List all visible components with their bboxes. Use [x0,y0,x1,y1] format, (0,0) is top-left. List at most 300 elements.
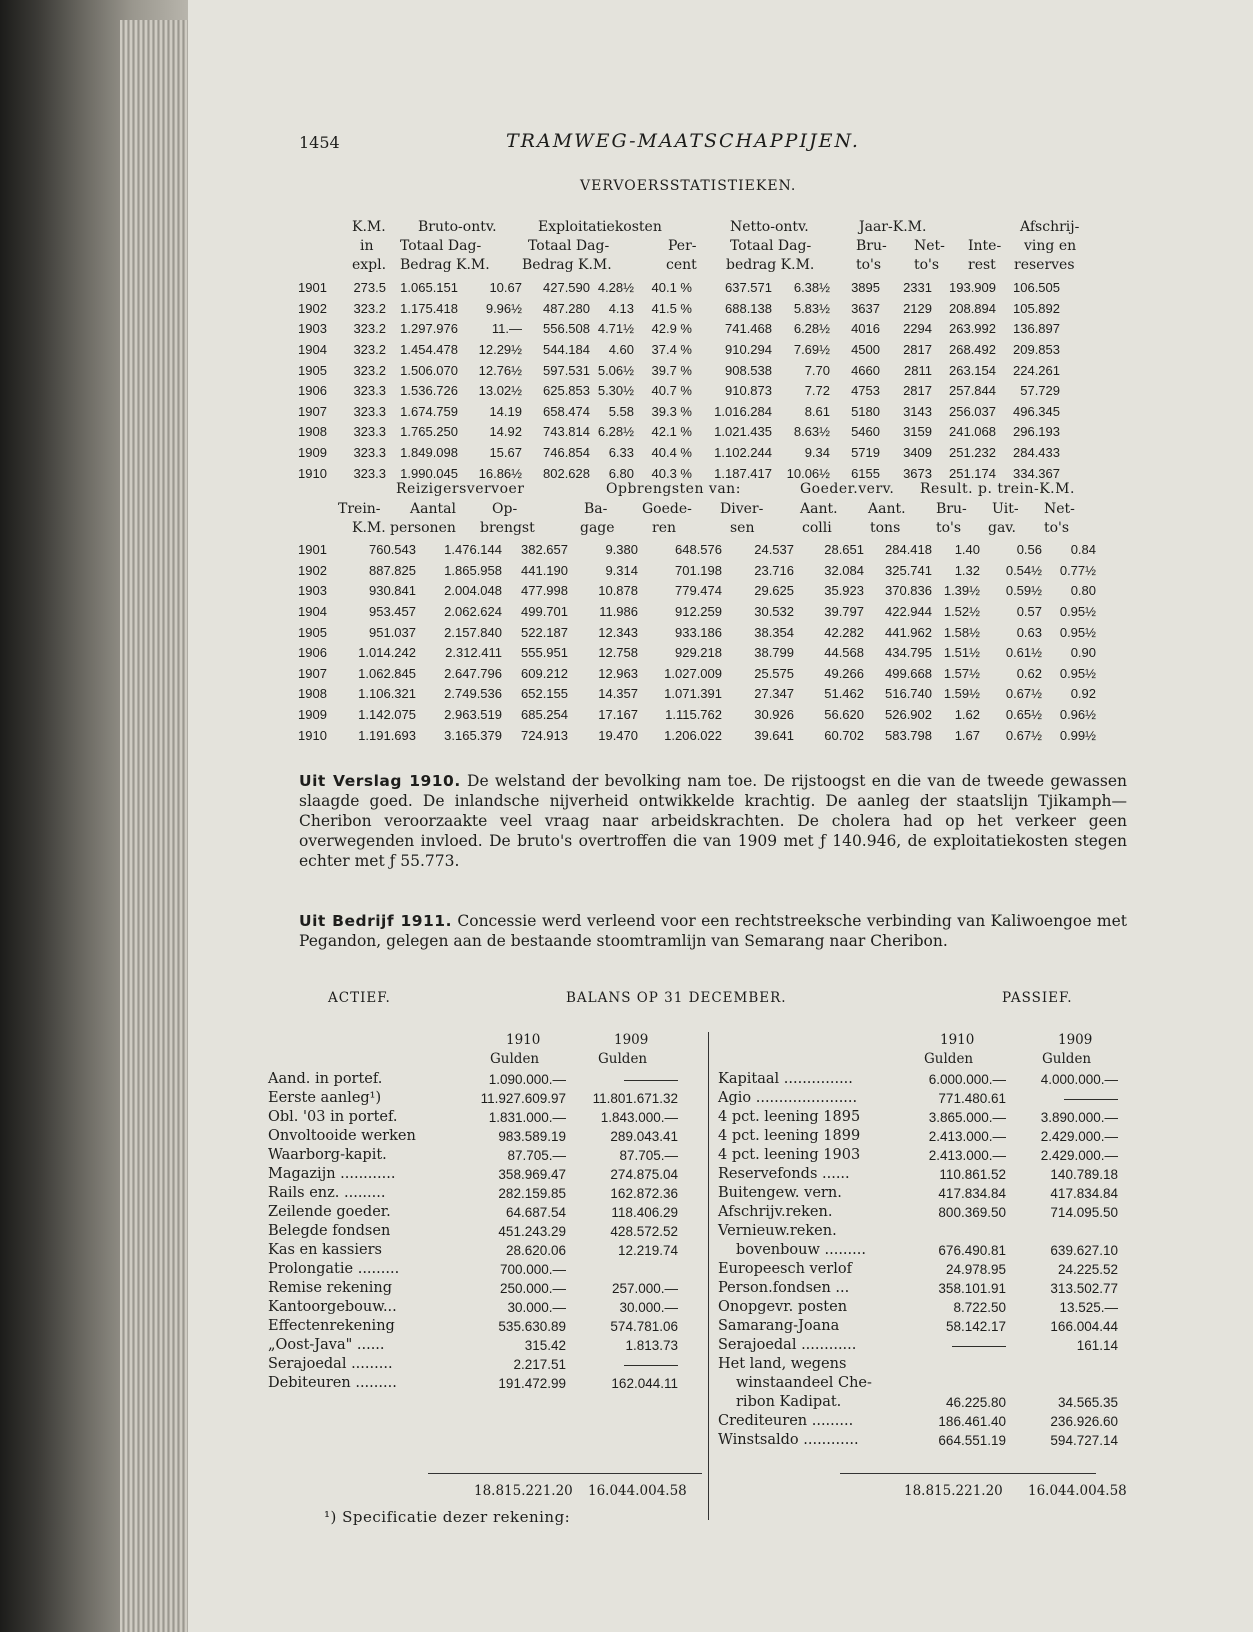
table1-cell: 251.232 [949,445,996,461]
table2-cell: 1.62 [954,707,980,723]
passief-amount: 800.369.50 [938,1205,1006,1220]
passief-amount: 166.004.44 [1050,1319,1118,1334]
table2-cell: 0.62 [1016,665,1042,681]
actief-amount: 700.000.— [499,1262,566,1277]
actief-row [268,1260,678,1279]
table1-cell: 1.674.759 [400,403,458,419]
passief-label: bovenbouw ......... [736,1242,866,1258]
table2-row [298,622,1096,643]
table1-cell: 334.367 [1013,465,1060,481]
table1-cell: 323.3 [353,424,386,440]
table2-cell: 1.014.242 [358,645,416,661]
table1-cell: 209.853 [1013,342,1060,358]
page-number: 1454 [299,133,340,152]
passief-amount: 358.101.91 [938,1281,1006,1296]
table2-cell: 1.59½ [943,686,980,702]
actief-amount: ———— [624,1072,678,1087]
table1-cell: 1903 [298,321,327,337]
table2-cell: 1.106.321 [358,686,416,702]
actief-amount: 11.801.671.32 [592,1091,678,1106]
table2-cell: 1903 [298,583,327,599]
table1-cell: 6155 [851,465,880,481]
table2-cell: 1910 [298,727,327,743]
table1-cell: 3673 [903,465,932,481]
table1-cell: 241.068 [949,424,996,440]
table1-cell: 8.63½ [793,424,830,440]
table1-cell: 2331 [903,280,932,296]
table2-cell: 1.40 [954,542,980,558]
actief-label: Rails enz. ......... [268,1185,386,1201]
actief-row [268,1184,678,1203]
passief-amount [1006,1222,1118,1241]
table2-cell: 1.191.693 [358,727,416,743]
table1-cell: 743.814 [543,424,590,440]
table2-row [298,602,1096,623]
table1-cell: 4.71½ [597,321,634,337]
actief-amount: 30.000.— [507,1300,566,1315]
t1-h-ving: ving en [1024,238,1077,254]
table1-cell: 4500 [851,342,880,358]
passief-amount: 594.727.14 [1050,1433,1118,1448]
table1-cell: 7.70 [804,362,830,378]
passief-amount: 58.142.17 [945,1319,1006,1334]
t1-h-bedrag-1: Bedrag K.M. [400,257,490,273]
table2-cell: 1.39½ [943,583,980,599]
passief-amount: 771.480.61 [938,1091,1006,1106]
passief-label: Serajoedal ............ [718,1337,857,1353]
table1-cell: 741.468 [725,321,772,337]
table1-cell: 746.854 [543,445,590,461]
table2-cell: 12.343 [598,624,638,640]
footnote: ¹) Specificatie dezer rekening: [324,1508,571,1526]
bal-right-year-1909: 1909 [1058,1032,1093,1048]
table1-cell: 910.873 [725,383,772,399]
balance-actief-table [268,1070,678,1393]
table2-cell: 9.380 [605,542,638,558]
t2-h-km: K.M. [352,520,386,536]
passief-label: Europeesch verlof [718,1261,852,1277]
table2-cell: 0.67½ [1005,727,1042,743]
table1-cell: 11.— [491,321,522,337]
passief-row [718,1336,1118,1355]
table1-cell: 105.892 [1013,300,1060,316]
actief-amount: 983.589.19 [498,1129,566,1144]
verslag-text: De welstand der bevolking nam toe. De rijstoogst en die van de tweede gewassen slaagde goed. De inlandsche nijverheid ontwikkelde krachtig. De aanleg der staatslijn Tjikamph—Cheribon veroorzaakte veel vraag naar arbeidskrachten. De cholera had op het verkeer geen overwegenden invloed. De bruto's overtroffen die van 1909 met ƒ 140.946, de exploitatiekosten stegen echter met ƒ 55.773. [299,772,1127,870]
t2-h-aantal: Aantal [410,501,456,517]
table1-cell: 323.2 [353,321,386,337]
table1-cell: 323.3 [353,465,386,481]
table1-cell: 658.474 [543,403,590,419]
table1-cell: 544.184 [543,342,590,358]
t2-h-bru: Bru- [936,501,967,517]
table2-cell: 12.963 [598,665,638,681]
passief-row [718,1298,1118,1317]
t1-h-per: Per- [668,238,697,254]
passief-label: Person.fondsen ... [718,1280,850,1296]
table2-cell: 779.474 [675,583,722,599]
passief-amount: ———— [1064,1091,1118,1106]
t1-h-afschrij: Afschrij- [1020,219,1080,235]
table1-cell: 5719 [851,445,880,461]
table1-cell: 1.102.244 [714,445,772,461]
passief-label: Buitengew. vern. [718,1185,842,1201]
table2-cell: 0.95½ [1059,665,1096,681]
table1-cell: 2129 [903,300,932,316]
actief-label: „Oost-Java" ...... [268,1337,385,1353]
passief-label: Samarang-Joana [718,1318,840,1334]
table2-cell: 0.96½ [1059,707,1096,723]
t1-h-cent: cent [666,257,697,273]
t2-h-diver: Diver- [720,501,764,517]
actief-label: Serajoedal ......... [268,1356,393,1372]
table2-cell: 1.476.144 [444,542,502,558]
table2-cell: 499.668 [885,665,932,681]
table2-cell: 0.77½ [1059,562,1096,578]
actief-row [268,1222,678,1241]
t1-h-tos-1: to's [856,257,882,273]
table1-cell: 16.86½ [478,465,522,481]
table2-cell: 1907 [298,665,327,681]
table2-cell: 441.190 [521,562,568,578]
passief-amount [1006,1374,1118,1393]
table2-cell: 0.92 [1070,686,1096,702]
passief-label: Het land, wegens [718,1356,847,1372]
table2-cell: 887.825 [369,562,416,578]
actief-amount: 428.572.52 [610,1224,678,1239]
passief-row [718,1203,1118,1222]
table2-cell: 30.926 [754,707,794,723]
table1-cell: 637.571 [725,280,772,296]
table2-cell: 724.913 [521,727,568,743]
actief-label: Kas en kassiers [268,1242,382,1258]
actief-amount: 30.000.— [619,1300,678,1315]
table1-cell: 106.505 [1013,280,1060,296]
actief-row [268,1146,678,1165]
passief-amount: 140.789.18 [1050,1167,1118,1182]
table2-cell: 477.998 [521,583,568,599]
table2-cell: 441.962 [885,624,932,640]
table2-cell: 49.266 [824,665,864,681]
table1-cell: 263.992 [949,321,996,337]
table1-cell: 12.76½ [478,362,522,378]
table2-row [298,705,1096,726]
table2-cell: 930.841 [369,583,416,599]
table2-cell: 11.986 [599,604,638,620]
t1-h-bedrag-3: bedrag K.M. [726,257,815,273]
table1-cell: 4.28½ [597,280,634,296]
table2-cell: 1.57½ [943,665,980,681]
passief-amount: 664.551.19 [938,1433,1006,1448]
table1-cell: 7.69½ [793,342,830,358]
table1-cell: 1.849.098 [400,445,458,461]
table2-cell: 933.186 [675,624,722,640]
table1-cell: 1.175.418 [400,300,458,316]
table2-row [298,725,1096,746]
table1-row [298,319,1060,340]
passief-amount: 2.429.000.— [1040,1129,1118,1144]
table1-row [298,340,1060,361]
table2-cell: 953.457 [369,604,416,620]
table2-cell: 652.155 [521,686,568,702]
t1-h-totaal-dag-2: Totaal Dag- [528,238,610,254]
table2-cell: 284.418 [885,542,932,558]
t2-h-colli: colli [802,520,832,536]
table2-cell: 0.80 [1070,583,1096,599]
t1-h-in: in [360,238,374,254]
passief-row [718,1393,1118,1412]
table1-cell: 1904 [298,342,327,358]
passief-amount: 24.225.52 [1057,1262,1118,1277]
actief-row [268,1317,678,1336]
transport-stats-table [298,278,1060,484]
table1-cell: 1908 [298,424,327,440]
t2-h-tos-2: to's [1044,520,1070,536]
t1-h-tos-2: to's [914,257,940,273]
actief-row [268,1241,678,1260]
t1-h-rest: rest [968,257,996,273]
table2-cell: 760.543 [369,542,416,558]
table1-cell: 40.3 % [651,465,692,481]
table1-cell: 1905 [298,362,327,378]
table1-cell: 427.590 [543,280,590,296]
actief-row [268,1108,678,1127]
balance-actief-title: ACTIEF. [328,990,391,1006]
passief-amount [898,1222,1006,1241]
table1-cell: 4753 [851,383,880,399]
table2-cell: 0.84 [1070,542,1096,558]
table1-cell: 1.536.726 [400,383,458,399]
left-total-1910: 18.815.221.20 [474,1483,573,1499]
bal-right-year-1910: 1910 [940,1032,975,1048]
passief-row [718,1355,1118,1374]
t2-h-gav: gav. [988,520,1017,536]
actief-amount: 64.687.54 [505,1205,566,1220]
t2-h-uit: Uit- [992,501,1019,517]
actief-amount: 358.969.47 [498,1167,566,1182]
t1-h-exploit: Exploitatiekosten [538,219,662,235]
passief-amount: 8.722.50 [953,1300,1006,1315]
table1-cell: 1.016.284 [714,403,772,419]
table2-cell: 701.198 [675,562,722,578]
table1-cell: 13.02½ [478,383,522,399]
t2-h-result: Result. p. trein-K.M. [920,481,1075,497]
actief-amount [566,1260,678,1279]
table2-cell: 1909 [298,707,327,723]
actief-amount: 191.472.99 [498,1376,566,1391]
table1-cell: 1906 [298,383,327,399]
actief-label: Belegde fondsen [268,1223,391,1239]
actief-amount: 1.813.73 [625,1338,678,1353]
table2-cell: 685.254 [521,707,568,723]
table1-cell: 284.433 [1013,445,1060,461]
actief-amount: 1.090.000.— [488,1072,566,1087]
table2-cell: 609.212 [521,665,568,681]
table2-cell: 1.027.009 [664,665,722,681]
passief-amount: 2.429.000.— [1040,1148,1118,1163]
table1-cell: 908.538 [725,362,772,378]
passief-amount: 13.525.— [1059,1300,1118,1315]
actief-row [268,1203,678,1222]
table2-cell: 19.470 [598,727,638,743]
actief-amount: 2.217.51 [513,1357,566,1372]
table1-cell: 6.28½ [793,321,830,337]
table1-cell: 1.990.045 [400,465,458,481]
actief-label: Kantoorgebouw... [268,1299,397,1315]
table1-cell: 251.174 [949,465,996,481]
table1-cell: 1.297.976 [400,321,458,337]
table2-row [298,581,1096,602]
table1-cell: 496.345 [1013,403,1060,419]
table2-row [298,664,1096,685]
actief-amount: 535.630.89 [498,1319,566,1334]
passief-amount: 34.565.35 [1057,1395,1118,1410]
passief-amount: 639.627.10 [1050,1243,1118,1258]
table2-row [298,561,1096,582]
balance-title: BALANS OP 31 DECEMBER. [566,990,787,1006]
table2-cell: 526.902 [885,707,932,723]
passief-label: Onopgevr. posten [718,1299,848,1315]
table1-cell: 1909 [298,445,327,461]
left-total-rule [428,1473,702,1474]
table1-cell: 3159 [903,424,932,440]
bedrijf-lead: Uit Bedrijf 1911. [299,912,452,930]
actief-amount: 451.243.29 [498,1224,566,1239]
table2-cell: 1904 [298,604,327,620]
t1-h-jaarkm: Jaar-K.M. [859,219,927,235]
table2-cell: 32.084 [824,562,864,578]
passief-amount: 714.095.50 [1050,1205,1118,1220]
table1-cell: 40.7 % [651,383,692,399]
passief-row [718,1317,1118,1336]
table2-cell: 422.944 [885,604,932,620]
passief-row [718,1260,1118,1279]
table2-cell: 1.206.022 [664,727,722,743]
table1-cell: 556.508 [543,321,590,337]
table2-cell: 499.701 [521,604,568,620]
t2-h-tos-1: to's [936,520,962,536]
passief-amount [898,1355,1006,1374]
table2-cell: 51.462 [824,686,864,702]
t2-h-tons: tons [870,520,901,536]
table1-cell: 40.4 % [651,445,692,461]
t2-h-opbrengsten: Opbrengsten van: [606,481,741,497]
table1-cell: 323.2 [353,342,386,358]
actief-amount: 257.000.— [611,1281,678,1296]
t2-h-trein: Trein- [338,501,381,517]
t1-h-expl: expl. [352,257,387,273]
balance-divider [708,1032,709,1520]
table1-cell: 40.1 % [651,280,692,296]
passief-amount: 2.413.000.— [928,1129,1006,1144]
balance-passief-title: PASSIEF. [1002,990,1073,1006]
table1-cell: 224.261 [1013,362,1060,378]
section-title: VERVOERSSTATISTIEKEN. [580,178,797,194]
table2-cell: 60.702 [824,727,864,743]
table1-cell: 487.280 [543,300,590,316]
table1-cell: 263.154 [949,362,996,378]
table2-cell: 382.657 [521,542,568,558]
table2-cell: 2.157.840 [444,624,502,640]
table1-cell: 5.58 [608,403,634,419]
actief-row [268,1298,678,1317]
passief-amount: 110.861.52 [939,1167,1006,1182]
table2-cell: 1.142.075 [358,707,416,723]
table1-cell: 3409 [903,445,932,461]
table2-cell: 929.218 [675,645,722,661]
table1-cell: 910.294 [725,342,772,358]
table2-cell: 24.537 [754,542,794,558]
passief-amount: 417.834.84 [1050,1186,1118,1201]
actief-amount: 1.843.000.— [600,1110,678,1125]
passief-label: Vernieuw.reken. [718,1223,837,1239]
t1-h-net: Net- [914,238,945,254]
t1-h-inte: Inte- [968,238,1002,254]
table1-cell: 3895 [851,280,880,296]
passief-amount: 24.978.95 [945,1262,1006,1277]
table1-cell: 136.897 [1013,321,1060,337]
table2-row [298,684,1096,705]
t2-h-goeder: Goeder.verv. [800,481,895,497]
table2-cell: 1.071.391 [664,686,722,702]
t2-h-reizigers: Reizigersvervoer [396,481,525,497]
running-title: TRAMWEG-MAATSCHAPPIJEN. [506,130,860,152]
table2-cell: 522.187 [521,624,568,640]
actief-amount: 87.705.— [619,1148,678,1163]
table2-cell: 1906 [298,645,327,661]
passief-amount: 3.865.000.— [928,1110,1006,1125]
table1-cell: 9.96½ [485,300,522,316]
actief-amount: 11.927.609.97 [480,1091,566,1106]
passief-row [718,1241,1118,1260]
table1-cell: 296.193 [1013,424,1060,440]
passief-amount: 3.890.000.— [1040,1110,1118,1125]
passief-amount: 2.413.000.— [928,1148,1006,1163]
actief-amount: 274.875.04 [610,1167,678,1182]
table2-cell: 0.67½ [1005,686,1042,702]
table1-row [298,360,1060,381]
table1-cell: 39.3 % [651,403,692,419]
passief-row [718,1127,1118,1146]
t1-h-reserves: reserves [1014,257,1075,273]
passief-amount: 4.000.000.— [1040,1072,1118,1087]
bedrijf-text: Concessie werd verleend voor een rechtstreeksche verbinding van Kaliwoengoe met Pegandon, gelegen aan de bestaande stoomtramlijn van Semarang naar Cheribon. [299,912,1127,950]
passief-amount: 676.490.81 [938,1243,1006,1258]
table2-cell: 28.651 [824,542,864,558]
actief-amount: 118.406.29 [611,1205,678,1220]
table2-cell: 25.575 [754,665,794,681]
table1-cell: 1.454.478 [400,342,458,358]
passief-label: Reservefonds ...... [718,1166,850,1182]
table1-row [298,443,1060,464]
table2-cell: 2.062.624 [444,604,502,620]
actief-label: Zeilende goeder. [268,1204,391,1220]
table2-cell: 39.641 [754,727,794,743]
table1-cell: 2811 [904,362,932,378]
t1-h-km: K.M. [352,219,386,235]
passief-row [718,1374,1118,1393]
table2-cell: 1.52½ [943,604,980,620]
actief-row [268,1355,678,1374]
table2-cell: 12.758 [598,645,638,661]
bal-left-year-1910: 1910 [506,1032,541,1048]
table2-cell: 0.59½ [1005,583,1042,599]
passief-amount: ———— [952,1338,1006,1353]
table1-cell: 1910 [298,465,327,481]
table1-cell: 1.765.250 [400,424,458,440]
table1-cell: 273.5 [353,280,386,296]
passief-label: 4 pct. leening 1899 [718,1128,861,1144]
table2-cell: 1908 [298,686,327,702]
